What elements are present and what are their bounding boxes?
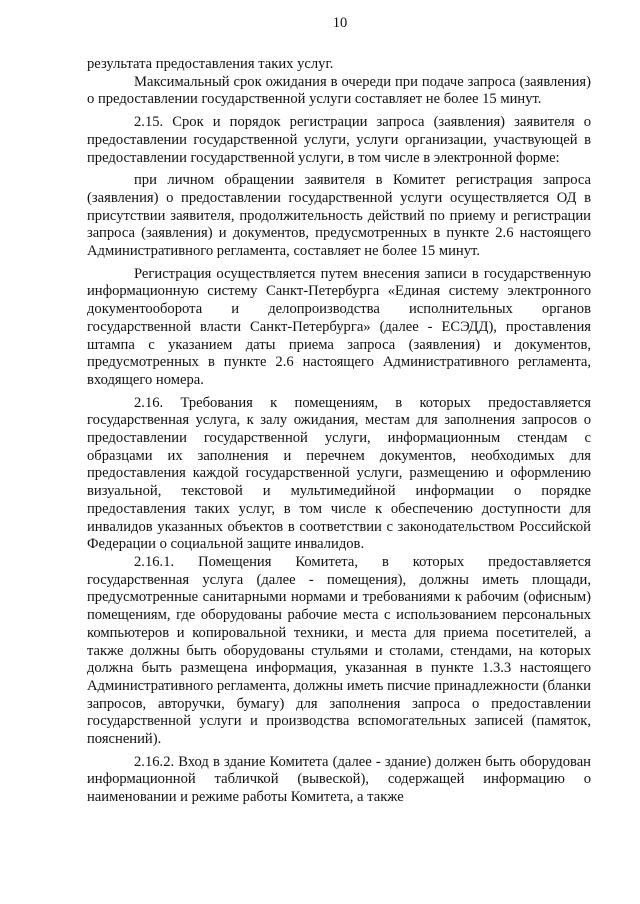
- paragraph: при личном обращении заявителя в Комитет регистрация запроса (заявления) о предоставлении государственной услуги осуществляется ОД в присутствии заявителя, продолжительность действий по приему и регистрации запроса (заявления) и документов, предусмотренных в пункте 2.6 настоящего Административного регламента, составляет не более 15 минут.: [87, 172, 591, 260]
- paragraph: 2.16. Требования к помещениям, в которых предоставляется государственная услуга, к залу ожидания, местам для заполнения запросов о предоставлении государственной услуги, информационным стендам с образцами их заполнения и перечнем документов, необходимых для предоставления каждой государственной услуги, размещению и оформлению визуальной, текстовой и мультимедийной информации о порядке предоставления таких услуг, в том числе к обеспечению доступности для инвалидов указанных объектов в соответствии с законодательством Российской Федерации о социальной защите инвалидов.: [87, 394, 591, 553]
- paragraph: результата предоставления таких услуг.: [87, 56, 334, 72]
- paragraph: 2.15. Срок и порядок регистрации запроса (заявления) заявителя о предоставлении государственной услуги, услуги организации, участвующей в предоставлении государственной услуги, в том числе в электронной форме:: [87, 114, 591, 166]
- paragraph: 2.16.1. Помещения Комитета, в которых предоставляется государственная услуга (далее - помещения), должны иметь площади, предусмотренные санитарными нормами и требованиями к рабочим (офисным) помещениям, где оборудованы рабочие места с использованием персональных компьютеров и копировальной техники, и места для приема посетителей, а также должны быть оборудованы стульями и столами, стендами, на которых должна быть размещена информация, указанная в пункте 1.3.3 настоящего Административного регламента, должны иметь писчие принадлежности (бланки запросов, авторучки, бумагу) для заполнения запроса о предоставлении государственной услуги и производства вспомогательных записей (памяток, пояснений).: [87, 553, 591, 748]
- document-body: [87, 56, 591, 807]
- paragraph: Максимальный срок ожидания в очереди при подаче запроса (заявления) о предоставлении государственной услуги составляет не более 15 минут.: [87, 73, 591, 108]
- paragraph: Регистрация осуществляется путем внесения записи в государственную информационную систему Санкт-Петербурга «Единая систему электронного документооборота и делопроизводства исполнительных органов государственной власти Санкт-Петербурга» (далее - ЕСЭДД), проставления штампа с указанием даты приема запроса (заявления) и документов, предусмотренных в пункте 2.6 настоящего Административного регламента, входящего номера.: [87, 265, 591, 388]
- page-number: 10: [332, 15, 348, 31]
- paragraph: 2.16.2. Вход в здание Комитета (далее - здание) должен быть оборудован информационной табличкой (вывеской), содержащей информацию о наименовании и режиме работы Комитета, а также: [87, 753, 591, 806]
